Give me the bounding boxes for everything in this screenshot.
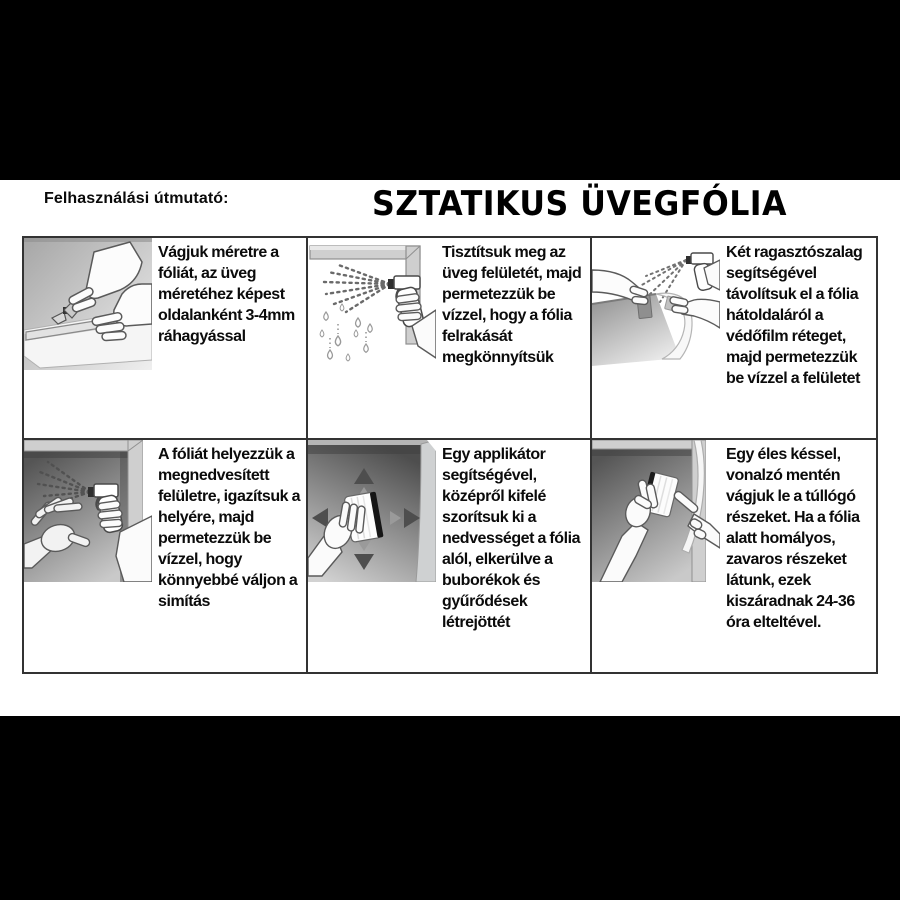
step-3-cell (592, 238, 876, 440)
peel-backing-icon (592, 238, 720, 380)
step-1-text: Vágjuk méretre a fóliát, az üveg méretéhez képest oldalanként 3-4mm ráhagyással (158, 244, 295, 345)
spray-mist (324, 264, 390, 312)
step-4-cell (24, 440, 308, 672)
step-5-cell (308, 440, 592, 672)
page-title: SZTATIKUS ÜVEGFÓLIA (372, 184, 787, 224)
cut-film-icon (24, 238, 152, 380)
spray-hand-icon (396, 293, 436, 358)
illustration-peel-backing (592, 238, 720, 438)
step-3-text: Két ragasztószalag segítségével távolítsuk el a fólia hátoldaláról a védőfilm réteget, majd permetezzük be vízzel a felületet (726, 244, 863, 387)
illustration-spray-glass (308, 238, 436, 438)
place-film-spray-icon (24, 440, 152, 582)
trim-knife-icon (592, 440, 720, 582)
spray-bottle-icon (686, 253, 720, 291)
spray-window-icon (308, 238, 436, 380)
illustration-squeegee (308, 440, 436, 672)
letterbox-bottom (0, 716, 900, 900)
step-4-text: A fóliát helyezzük a megnedvesített felületre, igazítsuk a helyére, majd permetezzük be vízzel, hogy könnyebbé váljon a simítás (158, 446, 301, 610)
step-2-cell (308, 238, 592, 440)
step-2-text: Tisztítsuk meg az üveg felületét, majd permetezzük be vízzel, hogy a fólia felrakását megkönnyítsük (442, 244, 582, 366)
illustration-place-film (24, 440, 152, 672)
instruction-table (22, 236, 878, 674)
illustration-trim-excess (592, 440, 720, 672)
step-5-text: Egy applikátor segítségével, középről kifelé szorítsuk ki a nedvességet a fólia alól, elkerülve a buborékok és gyűrődések létrejöttét (442, 446, 581, 631)
squeegee-arrows-icon (308, 440, 436, 582)
illustration-cut-film (24, 238, 152, 438)
step-6-text: Egy éles késsel, vonalzó mentén vágjuk le a túllógó részeket. Ha a fólia alatt homályos, zavaros részeket látunk, ezek kiszáradnak 24-36 óra elteltével. (726, 446, 860, 631)
step-1-cell (24, 238, 308, 440)
letterbox-top (0, 0, 900, 180)
guide-label: Felhasználási útmutató: (44, 190, 229, 207)
right-pinch-hand-icon (669, 296, 720, 328)
step-6-cell (592, 440, 876, 672)
